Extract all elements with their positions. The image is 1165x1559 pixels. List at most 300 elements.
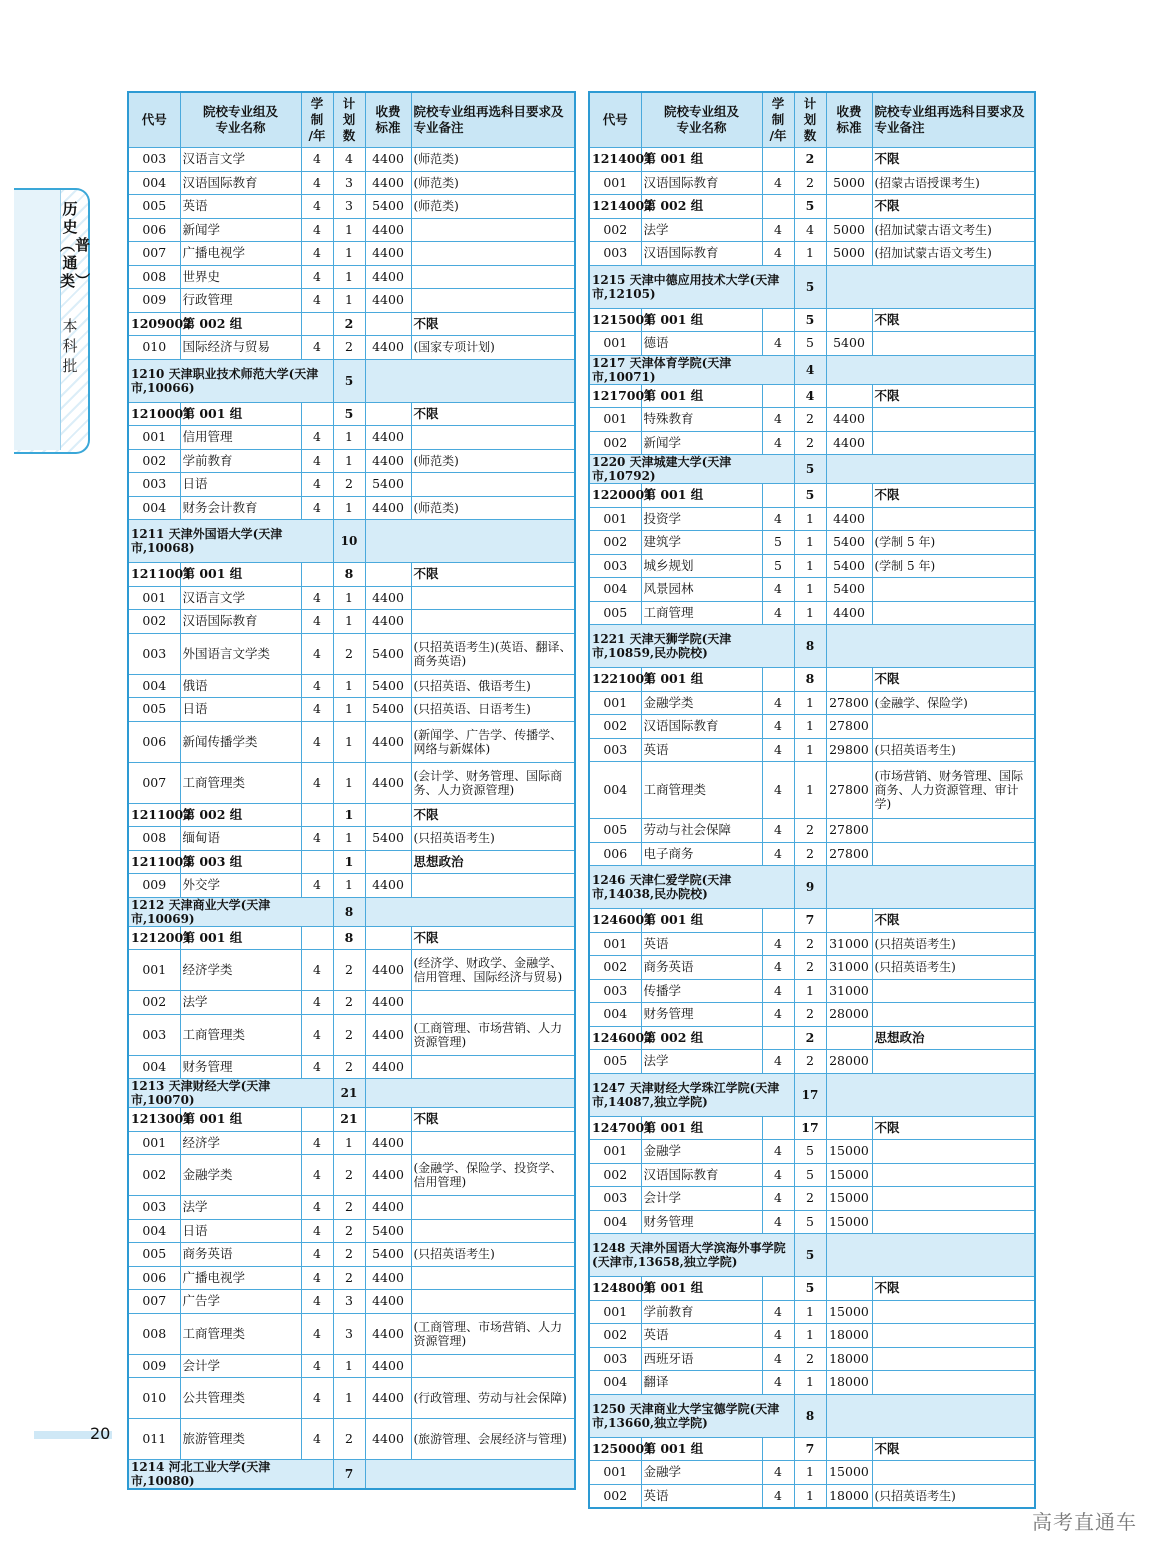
years: 4 xyxy=(762,1300,794,1324)
fee xyxy=(826,668,872,692)
major-row xyxy=(589,601,1035,625)
group-code: 1213001 xyxy=(128,1108,180,1132)
col-code: 代号 xyxy=(589,92,641,148)
major-name: 英语 xyxy=(641,1324,762,1348)
fee xyxy=(826,484,872,508)
plan-count: 5 xyxy=(794,1210,826,1234)
fee: 4400 xyxy=(365,721,411,762)
major-code: 002 xyxy=(589,1163,641,1187)
major-name: 英语 xyxy=(641,1484,762,1508)
major-name: 英语 xyxy=(641,738,762,762)
fee: 4400 xyxy=(365,1196,411,1220)
plan-count: 5 xyxy=(794,195,826,219)
major-code: 003 xyxy=(128,633,180,674)
subject-requirement: 不限 xyxy=(872,909,1035,933)
group-row xyxy=(589,484,1035,508)
fee xyxy=(826,1437,872,1461)
major-code: 005 xyxy=(128,698,180,722)
years: 4 xyxy=(762,1003,794,1027)
fee: 4400 xyxy=(365,426,411,450)
fee: 31000 xyxy=(826,979,872,1003)
major-name: 城乡规划 xyxy=(641,554,762,578)
major-note: (旅游管理、会展经济与管理) xyxy=(411,1419,575,1460)
major-note xyxy=(872,1347,1035,1371)
batch-label: 本科批 xyxy=(62,317,78,375)
years: 4 xyxy=(301,1290,333,1314)
major-note xyxy=(872,1210,1035,1234)
plan-count: 2 xyxy=(794,148,826,172)
university-name: 1213 天津财经大学(天津市,10070) xyxy=(128,1079,333,1108)
major-code: 002 xyxy=(589,956,641,980)
group-name: 第 001 组 xyxy=(641,1116,762,1140)
university-row xyxy=(128,1079,575,1108)
major-note xyxy=(411,610,575,634)
fee: 4400 xyxy=(365,610,411,634)
plan-count: 2 xyxy=(333,1243,365,1267)
years: 4 xyxy=(301,449,333,473)
major-code: 010 xyxy=(128,336,180,360)
major-note: (只招英语考生) xyxy=(872,932,1035,956)
plan-count: 7 xyxy=(333,1460,365,1490)
major-code: 001 xyxy=(589,408,641,432)
fee: 15000 xyxy=(826,1140,872,1164)
group-code: 1212001 xyxy=(128,926,180,950)
plan-count: 1 xyxy=(794,1371,826,1395)
years: 4 xyxy=(762,1484,794,1508)
group-name: 第 001 组 xyxy=(641,909,762,933)
major-code: 006 xyxy=(128,1266,180,1290)
group-code: 1247001 xyxy=(589,1116,641,1140)
major-row xyxy=(128,1419,575,1460)
plan-count: 5 xyxy=(794,1140,826,1164)
plan-count: 17 xyxy=(794,1073,826,1116)
major-code: 004 xyxy=(128,1219,180,1243)
major-row xyxy=(128,289,575,313)
fee: 31000 xyxy=(826,956,872,980)
subject-requirement: 不限 xyxy=(411,402,575,426)
group-code: 1248001 xyxy=(589,1277,641,1301)
years xyxy=(301,563,333,587)
subject-requirement: 不限 xyxy=(872,1116,1035,1140)
fee: 4400 xyxy=(365,1155,411,1196)
plan-count: 1 xyxy=(333,803,365,827)
plan-count: 1 xyxy=(333,674,365,698)
major-row xyxy=(128,1155,575,1196)
major-row xyxy=(589,218,1035,242)
fee: 15000 xyxy=(826,1461,872,1485)
major-code: 006 xyxy=(128,218,180,242)
plan-count: 2 xyxy=(333,633,365,674)
major-row xyxy=(589,1461,1035,1485)
major-code: 005 xyxy=(128,1243,180,1267)
fee: 5000 xyxy=(826,218,872,242)
major-note xyxy=(411,426,575,450)
plan-count: 2 xyxy=(333,473,365,497)
years: 4 xyxy=(762,715,794,739)
major-note xyxy=(411,242,575,266)
major-code: 009 xyxy=(128,874,180,898)
plan-count: 2 xyxy=(794,431,826,455)
major-name: 国际经济与贸易 xyxy=(180,336,301,360)
major-code: 003 xyxy=(128,473,180,497)
major-row xyxy=(589,1324,1035,1348)
plan-count: 5 xyxy=(794,455,826,484)
major-code: 008 xyxy=(128,827,180,851)
group-name: 第 001 组 xyxy=(641,1277,762,1301)
group-row xyxy=(128,926,575,950)
plan-count: 1 xyxy=(333,218,365,242)
years: 4 xyxy=(301,874,333,898)
major-note xyxy=(411,218,575,242)
major-row xyxy=(128,449,575,473)
major-note: (学制 5 年) xyxy=(872,554,1035,578)
major-row xyxy=(589,408,1035,432)
group-name: 第 002 组 xyxy=(641,1026,762,1050)
fee: 4400 xyxy=(826,408,872,432)
group-row xyxy=(589,384,1035,408)
major-row xyxy=(128,426,575,450)
fee: 4400 xyxy=(365,1419,411,1460)
major-note: (金融学、保险学、投资学、信用管理) xyxy=(411,1155,575,1196)
major-name: 法学 xyxy=(641,1050,762,1074)
major-note xyxy=(872,1300,1035,1324)
plan-count: 1 xyxy=(333,265,365,289)
years: 4 xyxy=(301,762,333,803)
major-row xyxy=(589,1210,1035,1234)
group-row xyxy=(589,1116,1035,1140)
plan-count: 2 xyxy=(794,1347,826,1371)
major-row xyxy=(128,1290,575,1314)
major-name: 广播电视学 xyxy=(180,242,301,266)
group-code: 1250001 xyxy=(589,1437,641,1461)
group-code: 1217001 xyxy=(589,384,641,408)
fee: 15000 xyxy=(826,1163,872,1187)
group-name: 第 001 组 xyxy=(180,563,301,587)
major-code: 003 xyxy=(128,1196,180,1220)
major-name: 工商管理类 xyxy=(641,762,762,819)
group-row xyxy=(128,563,575,587)
major-note xyxy=(872,1187,1035,1211)
major-note xyxy=(872,408,1035,432)
major-note xyxy=(872,819,1035,843)
major-name: 汉语国际教育 xyxy=(641,171,762,195)
group-code: 1246002 xyxy=(589,1026,641,1050)
years: 4 xyxy=(301,950,333,991)
major-note: (只招英语、日语考生) xyxy=(411,698,575,722)
major-code: 001 xyxy=(589,1300,641,1324)
major-name: 新闻学 xyxy=(180,218,301,242)
major-code: 007 xyxy=(128,1290,180,1314)
years: 4 xyxy=(762,956,794,980)
major-note: (只招英语、俄语考生) xyxy=(411,674,575,698)
group-name: 第 001 组 xyxy=(641,668,762,692)
major-name: 汉语国际教育 xyxy=(180,171,301,195)
fee: 4400 xyxy=(365,950,411,991)
col-plan: 计 划 数 xyxy=(794,92,826,148)
plan-count: 5 xyxy=(794,484,826,508)
group-name: 第 001 组 xyxy=(180,402,301,426)
subject-requirement: 不限 xyxy=(411,563,575,587)
major-name: 学前教育 xyxy=(180,449,301,473)
major-row xyxy=(128,473,575,497)
years: 4 xyxy=(762,762,794,819)
col-years: 学 制 /年 xyxy=(301,92,333,148)
years: 4 xyxy=(301,265,333,289)
major-name: 汉语国际教育 xyxy=(641,1163,762,1187)
major-row xyxy=(589,762,1035,819)
major-row xyxy=(589,531,1035,555)
group-name: 第 001 组 xyxy=(641,484,762,508)
major-note xyxy=(411,1290,575,1314)
major-name: 旅游管理类 xyxy=(180,1419,301,1460)
fee xyxy=(365,803,411,827)
years: 4 xyxy=(301,610,333,634)
major-row xyxy=(589,242,1035,266)
fee: 29800 xyxy=(826,738,872,762)
plan-count: 1 xyxy=(333,1354,365,1378)
group-row xyxy=(128,312,575,336)
major-row xyxy=(128,586,575,610)
years: 4 xyxy=(301,496,333,520)
fee: 5400 xyxy=(365,633,411,674)
plan-count: 1 xyxy=(333,496,365,520)
fee: 4400 xyxy=(365,496,411,520)
watermark: 高考直通车 xyxy=(1032,1510,1137,1534)
major-note: (只招英语考生) xyxy=(872,1484,1035,1508)
plan-count: 1 xyxy=(333,449,365,473)
plan-count: 5 xyxy=(794,1163,826,1187)
years: 4 xyxy=(762,1347,794,1371)
major-name: 财务管理 xyxy=(641,1003,762,1027)
years: 4 xyxy=(301,1243,333,1267)
years xyxy=(762,384,794,408)
years: 4 xyxy=(762,691,794,715)
fee: 27800 xyxy=(826,762,872,819)
fee xyxy=(826,308,872,332)
major-name: 日语 xyxy=(180,698,301,722)
major-row xyxy=(589,842,1035,866)
years: 4 xyxy=(762,332,794,356)
major-row xyxy=(589,1140,1035,1164)
major-row xyxy=(589,1050,1035,1074)
col-note: 院校专业组再选科目要求及 专业备注 xyxy=(872,92,1035,148)
major-note xyxy=(411,1131,575,1155)
major-code: 011 xyxy=(128,1419,180,1460)
major-note: (只招英语考生)(英语、翻译、商务英语) xyxy=(411,633,575,674)
years: 4 xyxy=(762,1461,794,1485)
major-code: 002 xyxy=(128,991,180,1015)
major-note xyxy=(872,842,1035,866)
major-code: 001 xyxy=(589,691,641,715)
group-row xyxy=(589,1277,1035,1301)
plan-count: 1 xyxy=(794,715,826,739)
plan-count: 1 xyxy=(333,874,365,898)
plan-count: 1 xyxy=(333,827,365,851)
major-note xyxy=(872,1371,1035,1395)
fee: 4400 xyxy=(365,874,411,898)
group-code: 1209002 xyxy=(128,312,180,336)
plan-count: 9 xyxy=(794,866,826,909)
major-code: 003 xyxy=(589,738,641,762)
major-code: 001 xyxy=(128,586,180,610)
plan-count: 5 xyxy=(333,359,365,402)
major-note: (只招英语考生) xyxy=(411,1243,575,1267)
university-name: 1214 河北工业大学(天津市,10080) xyxy=(128,1460,333,1490)
years xyxy=(762,484,794,508)
major-row xyxy=(128,195,575,219)
major-name: 经济学类 xyxy=(180,950,301,991)
group-code: 1221001 xyxy=(589,668,641,692)
plan-count: 3 xyxy=(333,171,365,195)
plan-count: 2 xyxy=(794,842,826,866)
fee: 5400 xyxy=(826,554,872,578)
major-code: 002 xyxy=(589,531,641,555)
major-note: (工商管理、市场营销、人力资源管理) xyxy=(411,1014,575,1055)
col-note: 院校专业组再选科目要求及 专业备注 xyxy=(411,92,575,148)
years xyxy=(762,308,794,332)
subject-requirement: 不限 xyxy=(872,148,1035,172)
major-note: (师范类) xyxy=(411,496,575,520)
page-number: 20 xyxy=(90,1424,111,1443)
table-body-right xyxy=(589,148,1035,1509)
table-header xyxy=(128,92,575,148)
fee: 4400 xyxy=(365,218,411,242)
major-note: (学制 5 年) xyxy=(872,531,1035,555)
years: 4 xyxy=(762,1324,794,1348)
major-name: 外交学 xyxy=(180,874,301,898)
plan-count: 1 xyxy=(333,762,365,803)
major-code: 006 xyxy=(589,842,641,866)
plan-count: 5 xyxy=(794,308,826,332)
empty-cell xyxy=(826,625,1035,668)
major-code: 003 xyxy=(589,554,641,578)
years: 4 xyxy=(762,242,794,266)
years xyxy=(301,312,333,336)
university-name: 1246 天津仁爱学院(天津市,14038,民办院校) xyxy=(589,866,794,909)
major-note: (市场营销、财务管理、国际商务、人力资源管理、审计学) xyxy=(872,762,1035,819)
years: 4 xyxy=(301,1196,333,1220)
col-fee: 收费 标准 xyxy=(365,92,411,148)
major-name: 金融学类 xyxy=(180,1155,301,1196)
fee: 4400 xyxy=(365,242,411,266)
major-note xyxy=(872,979,1035,1003)
years: 4 xyxy=(301,1419,333,1460)
years: 4 xyxy=(301,1378,333,1419)
years: 4 xyxy=(301,1313,333,1354)
university-name: 1215 天津中德应用技术大学(天津市,12105) xyxy=(589,265,794,308)
major-code: 003 xyxy=(589,1347,641,1371)
fee: 18000 xyxy=(826,1484,872,1508)
major-note: (工商管理、市场营销、人力资源管理) xyxy=(411,1313,575,1354)
plan-count: 5 xyxy=(333,402,365,426)
table-body-left xyxy=(128,148,575,1490)
fee xyxy=(826,384,872,408)
admission-table-right xyxy=(588,91,1036,1509)
plan-count: 2 xyxy=(333,336,365,360)
major-note: (师范类) xyxy=(411,195,575,219)
group-name: 第 001 组 xyxy=(641,148,762,172)
fee: 5400 xyxy=(365,473,411,497)
group-name: 第 001 组 xyxy=(180,1108,301,1132)
plan-count: 4 xyxy=(794,218,826,242)
university-name: 1221 天津天狮学院(天津市,10859,民办院校) xyxy=(589,625,794,668)
subject-requirement: 不限 xyxy=(872,384,1035,408)
group-row xyxy=(589,1437,1035,1461)
major-row xyxy=(589,738,1035,762)
major-code: 005 xyxy=(128,195,180,219)
major-name: 金融学 xyxy=(641,1461,762,1485)
years: 4 xyxy=(301,698,333,722)
fee: 5400 xyxy=(365,698,411,722)
years xyxy=(301,402,333,426)
major-code: 010 xyxy=(128,1378,180,1419)
fee: 27800 xyxy=(826,691,872,715)
group-row xyxy=(128,803,575,827)
university-row xyxy=(589,355,1035,384)
major-row xyxy=(128,1014,575,1055)
plan-count: 1 xyxy=(794,554,826,578)
empty-cell xyxy=(826,455,1035,484)
years: 4 xyxy=(762,601,794,625)
fee: 4400 xyxy=(826,601,872,625)
years: 4 xyxy=(762,1371,794,1395)
major-row xyxy=(128,721,575,762)
major-name: 广告学 xyxy=(180,1290,301,1314)
plan-count: 17 xyxy=(794,1116,826,1140)
plan-count: 2 xyxy=(333,1219,365,1243)
major-row xyxy=(128,991,575,1015)
plan-count: 1 xyxy=(794,691,826,715)
fee xyxy=(365,563,411,587)
col-name: 院校专业组及 专业名称 xyxy=(641,92,762,148)
subject-requirement: 不限 xyxy=(872,1437,1035,1461)
major-code: 002 xyxy=(589,218,641,242)
university-row xyxy=(589,265,1035,308)
university-name: 1248 天津外国语大学滨海外事学院(天津市,13658,独立学院) xyxy=(589,1234,794,1277)
group-code: 1214001 xyxy=(589,148,641,172)
years: 4 xyxy=(301,991,333,1015)
major-row xyxy=(589,819,1035,843)
plan-count: 5 xyxy=(794,265,826,308)
plan-count: 2 xyxy=(794,1187,826,1211)
plan-count: 21 xyxy=(333,1108,365,1132)
group-row xyxy=(589,1026,1035,1050)
university-row xyxy=(589,625,1035,668)
fee: 18000 xyxy=(826,1347,872,1371)
major-name: 汉语国际教育 xyxy=(641,242,762,266)
major-row xyxy=(128,1219,575,1243)
years: 4 xyxy=(762,842,794,866)
major-code: 007 xyxy=(128,242,180,266)
fee: 18000 xyxy=(826,1371,872,1395)
major-code: 004 xyxy=(589,1371,641,1395)
plan-count: 1 xyxy=(333,698,365,722)
major-note xyxy=(411,1219,575,1243)
years: 4 xyxy=(301,1219,333,1243)
years: 4 xyxy=(762,1210,794,1234)
major-note xyxy=(872,715,1035,739)
major-row xyxy=(589,1163,1035,1187)
major-note xyxy=(872,507,1035,531)
group-row xyxy=(128,402,575,426)
major-note: (师范类) xyxy=(411,171,575,195)
major-name: 外国语言文学类 xyxy=(180,633,301,674)
plan-count: 1 xyxy=(794,1461,826,1485)
fee xyxy=(826,148,872,172)
fee xyxy=(826,1277,872,1301)
major-name: 会计学 xyxy=(641,1187,762,1211)
university-row xyxy=(589,1394,1035,1437)
